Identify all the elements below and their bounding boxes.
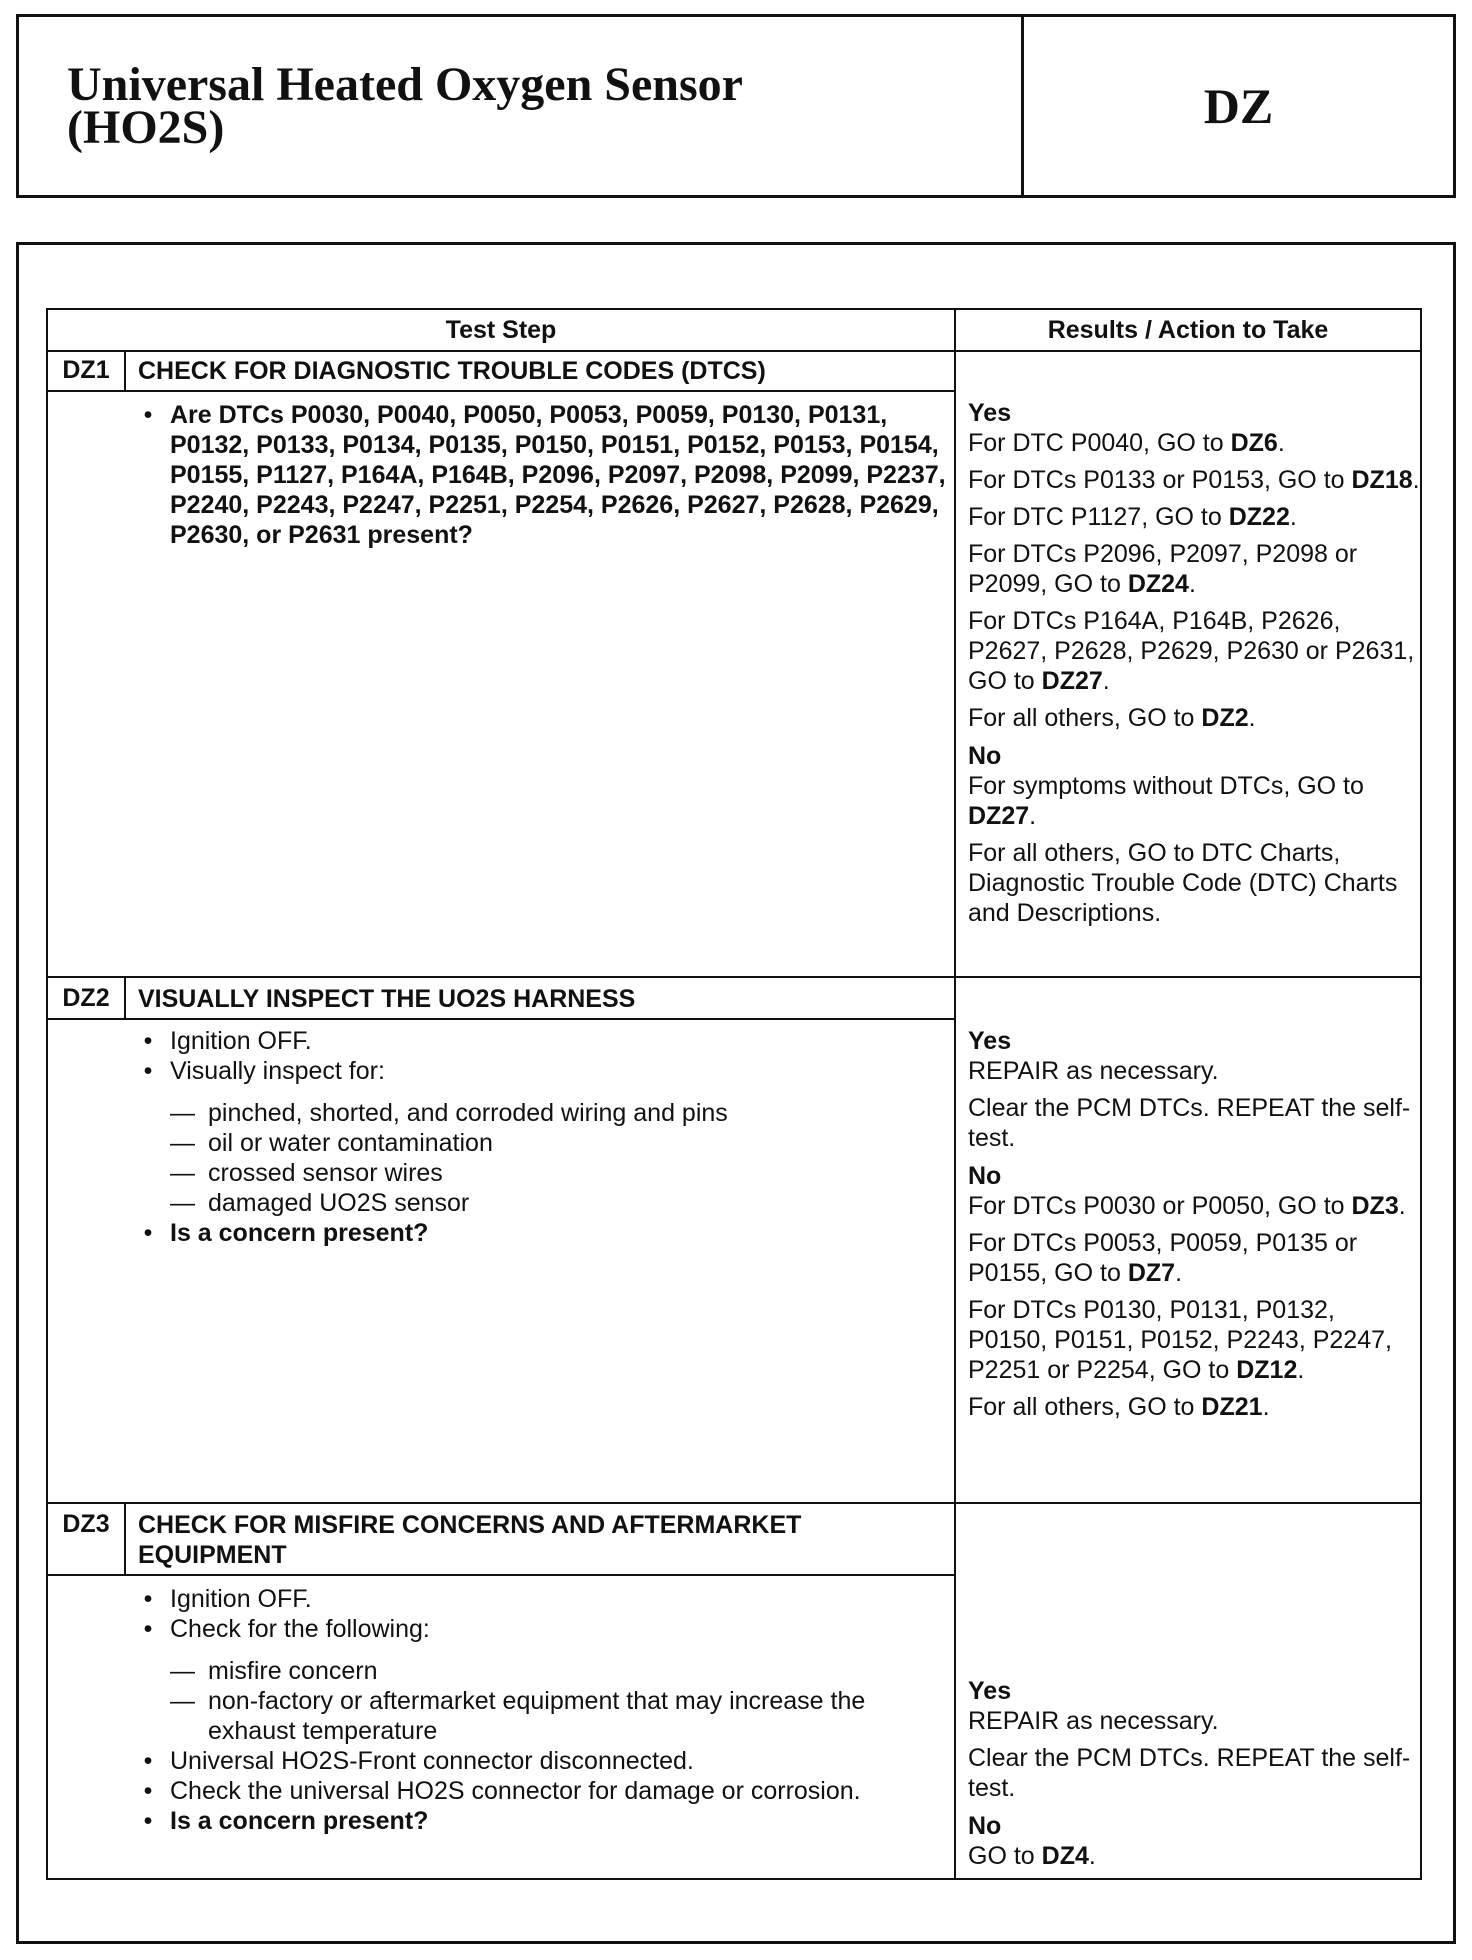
result-item: For all others, GO to DZ2.	[968, 704, 1256, 732]
instruction-item: • Visually inspect for:	[143, 1057, 385, 1085]
step-title: CHECK FOR DIAGNOSTIC TROUBLE CODES (DTCS)	[138, 357, 766, 385]
instruction-item: • Check the universal HO2S connector for damage or corrosion.	[143, 1777, 861, 1805]
test-step-dz1	[48, 350, 1420, 976]
result-item: For all others, GO to DZ21.	[968, 1393, 1270, 1421]
instruction-question: • Is a concern present?	[143, 1807, 429, 1835]
step-id: DZ3	[48, 1504, 126, 1574]
title-line-2: (HO2S)	[67, 101, 225, 154]
result-item: For symptoms without DTCs, GO to DZ27.	[968, 772, 1364, 830]
step-instructions	[126, 1584, 946, 1836]
step-id: DZ1	[48, 350, 126, 390]
title-line-1: Universal Heated Oxygen Sensor	[67, 58, 743, 111]
result-item: For DTCs P0130, P0131, P0132, P0150, P0151, P0152, P2243, P2247, P2251 or P2254, GO to DZ12.	[968, 1296, 1392, 1384]
result-item: For DTCs P0030 or P0050, GO to DZ3.	[968, 1192, 1406, 1220]
step-title-rule	[48, 1018, 954, 1020]
instruction-item: • Universal HO2S-Front connector disconnected.	[143, 1747, 694, 1775]
result-item: GO to DZ4.	[968, 1842, 1096, 1870]
section-code: DZ	[1203, 78, 1274, 134]
table-header-row	[48, 310, 1420, 352]
step-results	[968, 1026, 1420, 1429]
step-id: DZ2	[48, 978, 126, 1018]
no-label: No	[968, 742, 1002, 770]
page-header	[16, 14, 1456, 198]
test-step-dz3	[48, 1502, 1420, 1880]
no-label: No	[968, 1812, 1002, 1840]
result-item: For DTCs P0133 or P0153, GO to DZ18.	[968, 466, 1420, 494]
result-item: REPAIR as necessary.	[968, 1707, 1219, 1735]
result-item: Clear the PCM DTCs. REPEAT the self-test.	[968, 1744, 1411, 1802]
diagnostic-table	[46, 308, 1422, 1880]
inspection-item: — oil or water contamination	[170, 1129, 493, 1157]
step-title-rule	[48, 390, 954, 392]
inspection-item: — damaged UO2S sensor	[170, 1189, 470, 1217]
result-item: For DTC P0040, GO to DZ6.	[968, 429, 1285, 457]
instruction-question: • Is a concern present?	[143, 1219, 429, 1247]
result-item: Clear the PCM DTCs. REPEAT the self-test.	[968, 1094, 1411, 1152]
column-header-results: Results / Action to Take	[1047, 315, 1329, 344]
check-item: — non-factory or aftermarket equipment that may increase the exhaust temperature	[170, 1687, 866, 1745]
instruction-item: • Ignition OFF.	[143, 1027, 312, 1055]
step-results	[968, 398, 1420, 935]
result-item: REPAIR as necessary.	[968, 1057, 1219, 1085]
step-title: VISUALLY INSPECT THE UO2S HARNESS	[138, 985, 636, 1013]
yes-label: Yes	[968, 1027, 1012, 1055]
instruction-question: • Are DTCs P0030, P0040, P0050, P0053, P0059, P0130, P0131, P0132, P0133, P0134, P0135, P0150, P0151, P0152, P0153, P0154, P0155, P1127, P164A, P164B, P2096, P2097, P2098, P2099, P2237, P2240, P2243, P2247, P2251, P2254, P2626, P2627, P2628, P2629, P2630, or P2631 present?	[143, 401, 946, 549]
inspection-item: — crossed sensor wires	[170, 1159, 443, 1187]
result-item: For all others, GO to DTC Charts, Diagnostic Trouble Code (DTC) Charts and Descriptions.	[968, 839, 1398, 927]
result-item: For DTCs P0053, P0059, P0135 or P0155, GO to DZ7.	[968, 1229, 1358, 1287]
instruction-item: • Check for the following:	[143, 1615, 430, 1643]
yes-label: Yes	[968, 1677, 1012, 1705]
yes-label: Yes	[968, 399, 1012, 427]
result-item: For DTCs P2096, P2097, P2098 or P2099, GO to DZ24.	[968, 540, 1358, 598]
step-title-rule	[48, 1574, 954, 1576]
page-title	[19, 17, 1024, 195]
step-instructions	[126, 400, 946, 550]
step-results	[968, 1676, 1420, 1878]
instruction-item: • Ignition OFF.	[143, 1585, 312, 1613]
column-header-test-step: Test Step	[445, 315, 557, 344]
no-label: No	[968, 1162, 1002, 1190]
result-item: For DTCs P164A, P164B, P2626, P2627, P2628, P2629, P2630 or P2631, GO to DZ27.	[968, 607, 1415, 695]
step-title: CHECK FOR MISFIRE CONCERNS AND AFTERMARKET EQUIPMENT	[138, 1511, 802, 1569]
inspection-item: — pinched, shorted, and corroded wiring and pins	[170, 1099, 728, 1127]
step-instructions	[126, 1026, 946, 1248]
result-item: For DTC P1127, GO to DZ22.	[968, 503, 1297, 531]
test-step-dz2	[48, 976, 1420, 1504]
check-item: — misfire concern	[170, 1657, 378, 1685]
